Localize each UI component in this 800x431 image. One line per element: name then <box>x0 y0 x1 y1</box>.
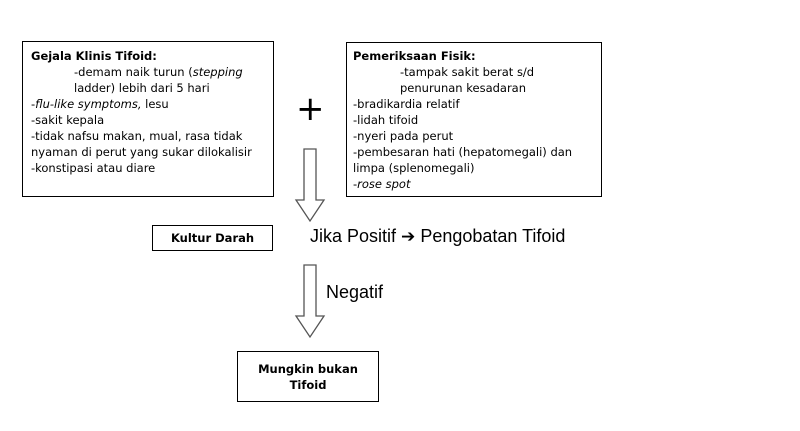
fisik-line-7: limpa (splenomegali) <box>353 161 475 175</box>
mungkin-bukan-tifoid-box <box>237 351 379 402</box>
gejala-line-3-after: lesu <box>141 97 169 111</box>
plus-symbol: + <box>296 89 325 129</box>
kultur-darah-box <box>152 225 273 251</box>
gejala-line-7: -konstipasi atau diare <box>31 161 156 175</box>
gejala-line-1-italic: stepping <box>192 65 243 79</box>
fisik-line-8-text: - <box>353 177 358 191</box>
gejala-line-1-text: -demam naik turun ( <box>74 65 193 79</box>
negatif-label: Negatif <box>326 282 384 302</box>
gejala-line-1 <box>31 64 273 80</box>
fisik-line-3: -bradikardia relatif <box>353 97 460 111</box>
down-arrow-icon <box>294 264 326 340</box>
fisik-line-4: -lidah tifoid <box>353 113 419 127</box>
fisik-line-8 <box>353 176 601 192</box>
jika-positif-row <box>310 225 565 248</box>
fisik-line-2: penurunan kesadaran <box>400 81 527 95</box>
kultur-darah-label: Kultur Darah <box>170 231 255 245</box>
gejala-line-5: -tidak nafsu makan, mual, rasa tidak <box>31 129 243 143</box>
pemeriksaan-fisik-box <box>346 42 602 197</box>
right-arrow-icon: ➔ <box>401 227 416 247</box>
fisik-line-1: -tampak sakit berat s/d <box>400 65 535 79</box>
gejala-klinis-box <box>22 41 274 197</box>
fisik-line-5: -nyeri pada perut <box>353 129 454 143</box>
mungkin-line-1: Mungkin bukan <box>258 362 358 376</box>
pengobatan-tifoid-label: Pengobatan Tifoid <box>420 226 566 246</box>
gejala-line-4: -sakit kepala <box>31 113 105 127</box>
gejala-line-3 <box>31 96 273 112</box>
gejala-line-3-italic: flu-like symptoms, <box>35 97 142 111</box>
mungkin-line-2: Tifoid <box>289 378 327 392</box>
gejala-line-2: ladder) lebih dari 5 hari <box>74 81 210 95</box>
gejala-klinis-title: Gejala Klinis Tifoid: <box>31 49 157 63</box>
gejala-line-3-text: - <box>31 97 36 111</box>
fisik-line-6: -pembesaran hati (hepatomegali) dan <box>353 145 573 159</box>
jika-positif-label: Jika Positif <box>310 226 397 246</box>
fisik-line-8-italic: rose spot <box>357 177 411 191</box>
down-arrow-icon <box>294 148 326 224</box>
gejala-line-6: nyaman di perut yang sukar dilokalisir <box>31 145 252 159</box>
pemeriksaan-fisik-title: Pemeriksaan Fisik: <box>353 49 476 63</box>
